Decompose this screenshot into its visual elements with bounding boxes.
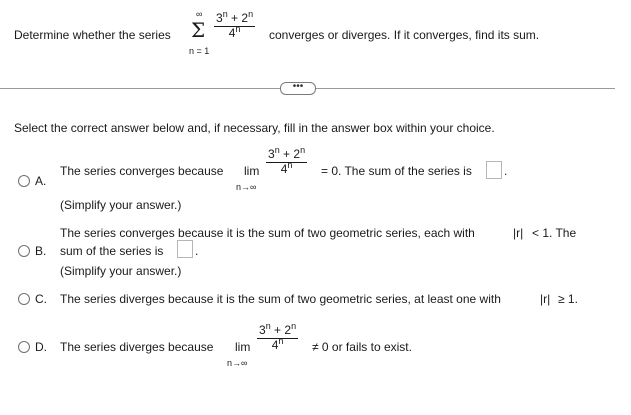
- instruction-text: Select the correct answer below and, if necessary, fill in the answer box within your choice.: [14, 121, 495, 135]
- option-a-lim: lim: [244, 164, 260, 178]
- option-c-condition: ≥ 1.: [558, 292, 578, 306]
- option-b-hint: (Simplify your answer.): [60, 264, 182, 278]
- option-b-radio[interactable]: [18, 245, 30, 257]
- option-b-line2: sum of the series is: [60, 244, 164, 258]
- question-prefix: Determine whether the series: [14, 28, 171, 42]
- denominator-base: 4: [228, 26, 236, 40]
- sum-upper-limit: ∞: [196, 9, 203, 19]
- option-a-hint: (Simplify your answer.): [60, 198, 182, 212]
- option-c-letter: C.: [35, 292, 47, 306]
- question-suffix: converges or diverges. If it converges, find its sum.: [269, 28, 540, 42]
- option-b-answer-box[interactable]: [177, 240, 193, 258]
- option-a-text-after: = 0. The sum of the series is: [321, 164, 472, 178]
- option-c-abs-r: |r|: [540, 292, 551, 306]
- option-b-condition: < 1. The: [532, 226, 577, 240]
- option-a-answer-box[interactable]: [486, 161, 502, 179]
- sum-lower-limit: n = 1: [189, 46, 210, 56]
- option-a-fraction: $3^n + 2^n$ 4$^n$: [268, 145, 306, 176]
- option-c-text: The series diverges because it is the sum of two geometric series, at least one with: [60, 292, 501, 306]
- numerator-base-a: 3: [216, 11, 223, 25]
- option-d-text-after: ≠ 0 or fails to exist.: [312, 340, 412, 354]
- option-b-period: .: [195, 244, 199, 258]
- option-d-radio[interactable]: [18, 341, 30, 353]
- option-b-abs-r: |r|: [513, 226, 524, 240]
- option-d-text-before: The series diverges because: [60, 340, 214, 354]
- option-a-text-before: The series converges because: [60, 164, 224, 178]
- option-c-radio[interactable]: [18, 293, 30, 305]
- option-d-lim-sub: n→∞: [227, 358, 248, 368]
- option-d-lim: lim: [235, 340, 251, 354]
- option-b-line1: The series converges because it is the sum of two geometric series, each with: [60, 226, 475, 240]
- option-d-fraction: $3^n + 2^n$ 4$^n$: [259, 321, 297, 352]
- numerator-base-b: 2: [241, 11, 249, 25]
- option-d-letter: D.: [35, 340, 47, 354]
- option-a-period: .: [504, 164, 508, 178]
- sigma-symbol: Σ: [191, 18, 206, 42]
- option-b-letter: B.: [35, 244, 47, 258]
- option-a-radio[interactable]: [18, 175, 30, 187]
- more-options-button[interactable]: •••: [280, 82, 316, 95]
- series-term-fraction: $3^n + 2^n$ 4$^n$: [216, 9, 254, 40]
- option-a-letter: A.: [35, 174, 47, 188]
- option-a-lim-sub: n→∞: [236, 182, 257, 192]
